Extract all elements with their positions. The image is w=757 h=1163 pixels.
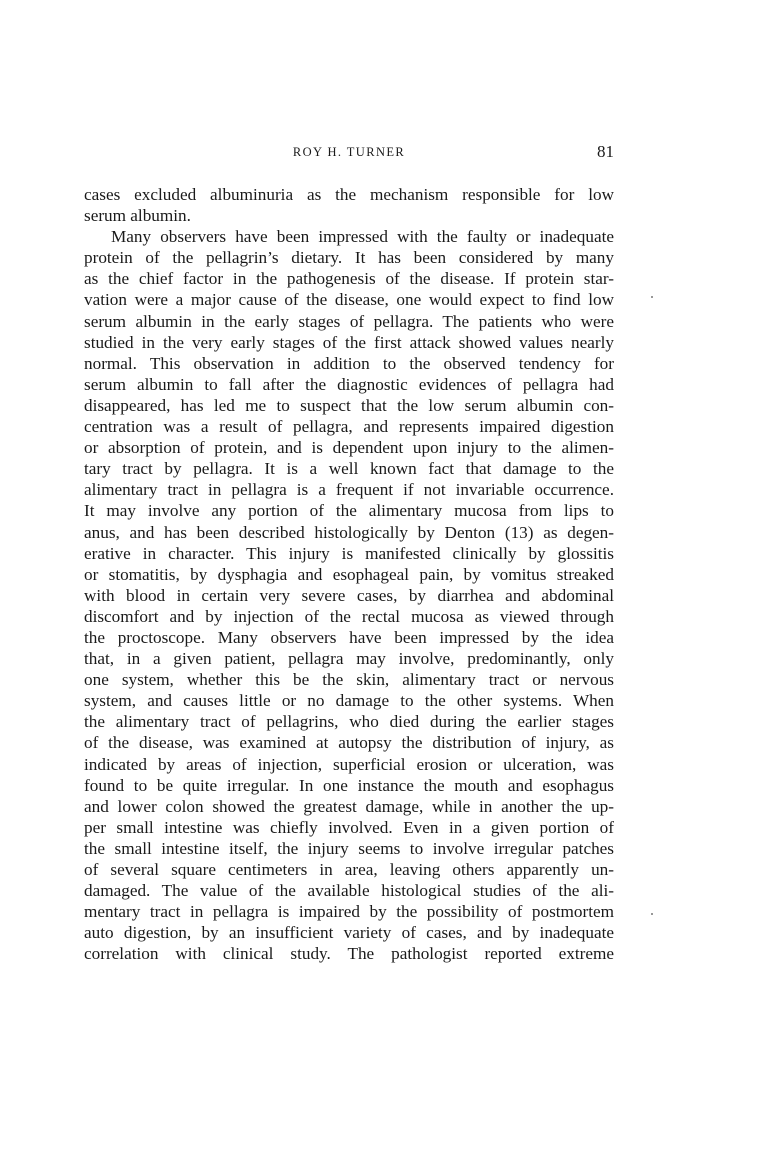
- text-line: as the chief factor in the pathogenesis of the disease. If protein star-: [84, 269, 614, 289]
- text-line: anus, and has been described histologically by Denton (13) as degen-: [84, 522, 614, 542]
- text-line: or stomatitis, by dysphagia and esophageal pain, by vomitus streaked: [84, 564, 614, 584]
- text-line: with blood in certain very severe cases, by diarrhea and abdominal: [84, 585, 614, 605]
- scan-speck: [651, 296, 653, 298]
- text-line: disappeared, has led me to suspect that the low serum albumin con-: [84, 395, 614, 415]
- text-line: mentary tract in pellagra is impaired by the possibility of postmortem: [84, 902, 614, 922]
- page-number: 81: [597, 142, 614, 161]
- text-line: or absorption of protein, and is dependent upon injury to the alimen-: [84, 438, 614, 458]
- text-line: of several square centimeters in area, leaving others apparently un-: [84, 860, 614, 879]
- text-line: discomfort and by injection of the rectal mucosa as viewed through: [84, 606, 614, 626]
- text-line: per small intestine was chiefly involved. Even in a given portion of: [84, 817, 614, 837]
- text-line: indicated by areas of injection, superficial erosion or ulceration, was: [84, 754, 614, 774]
- text-line: correlation with clinical study. The pathologist reported extreme: [84, 944, 614, 964]
- text-line: tary tract by pellagra. It is a well known fact that damage to the: [84, 459, 614, 479]
- text-line: damaged. The value of the available histological studies of the ali-: [84, 881, 614, 901]
- text-line: found to be quite irregular. In one instance the mouth and esophagus: [84, 775, 614, 795]
- text-line: the proctoscope. Many observers have been impressed by the idea: [84, 627, 614, 647]
- text-line: the small intestine itself, the injury seems to involve irregular patches: [84, 838, 614, 858]
- text-line: studied in the very early stages of the first attack showed values nearly: [84, 332, 614, 352]
- text-line: cases excluded albuminuria as the mechanism responsible for low: [84, 185, 614, 204]
- text-line: alimentary tract in pellagra is a frequent if not invariable occurrence.: [84, 480, 614, 500]
- text-line: and lower colon showed the greatest damage, while in another the up-: [84, 796, 614, 816]
- text-line: protein of the pellagrin’s dietary. It has been considered by many: [84, 248, 614, 268]
- text-line: system, and causes little or no damage to the other systems. When: [84, 691, 614, 711]
- text-line: normal. This observation in addition to the observed tendency for: [84, 353, 614, 373]
- text-line: of the disease, was examined at autopsy the distribution of injury, as: [84, 733, 614, 753]
- text-line: serum albumin in the early stages of pellagra. The patients who were: [84, 311, 614, 331]
- text-line: serum albumin to fall after the diagnostic evidences of pellagra had: [84, 374, 614, 394]
- text-line: vation were a major cause of the disease, one would expect to find low: [84, 290, 614, 310]
- scan-speck: [651, 913, 653, 915]
- running-title: ROY H. TURNER: [292, 145, 406, 159]
- running-head: [84, 142, 614, 162]
- text-line: that, in a given patient, pellagra may involve, predominantly, only: [84, 649, 614, 669]
- text-line: serum albumin.: [84, 206, 191, 226]
- text-line: centration was a result of pellagra, and represents impaired digestion: [84, 417, 614, 437]
- text-line: one system, whether this be the skin, alimentary tract or nervous: [84, 670, 614, 690]
- paragraph-first-line: Many observers have been impressed with the faulty or inadequate: [111, 227, 614, 247]
- text-line: It may involve any portion of the alimentary mucosa from lips to: [84, 501, 614, 521]
- text-line: auto digestion, by an insufficient variety of cases, and by inadequate: [84, 923, 614, 943]
- text-line: the alimentary tract of pellagrins, who died during the earlier stages: [84, 712, 614, 732]
- text-line: erative in character. This injury is manifested clinically by glossitis: [84, 543, 614, 563]
- body-text: [84, 184, 614, 964]
